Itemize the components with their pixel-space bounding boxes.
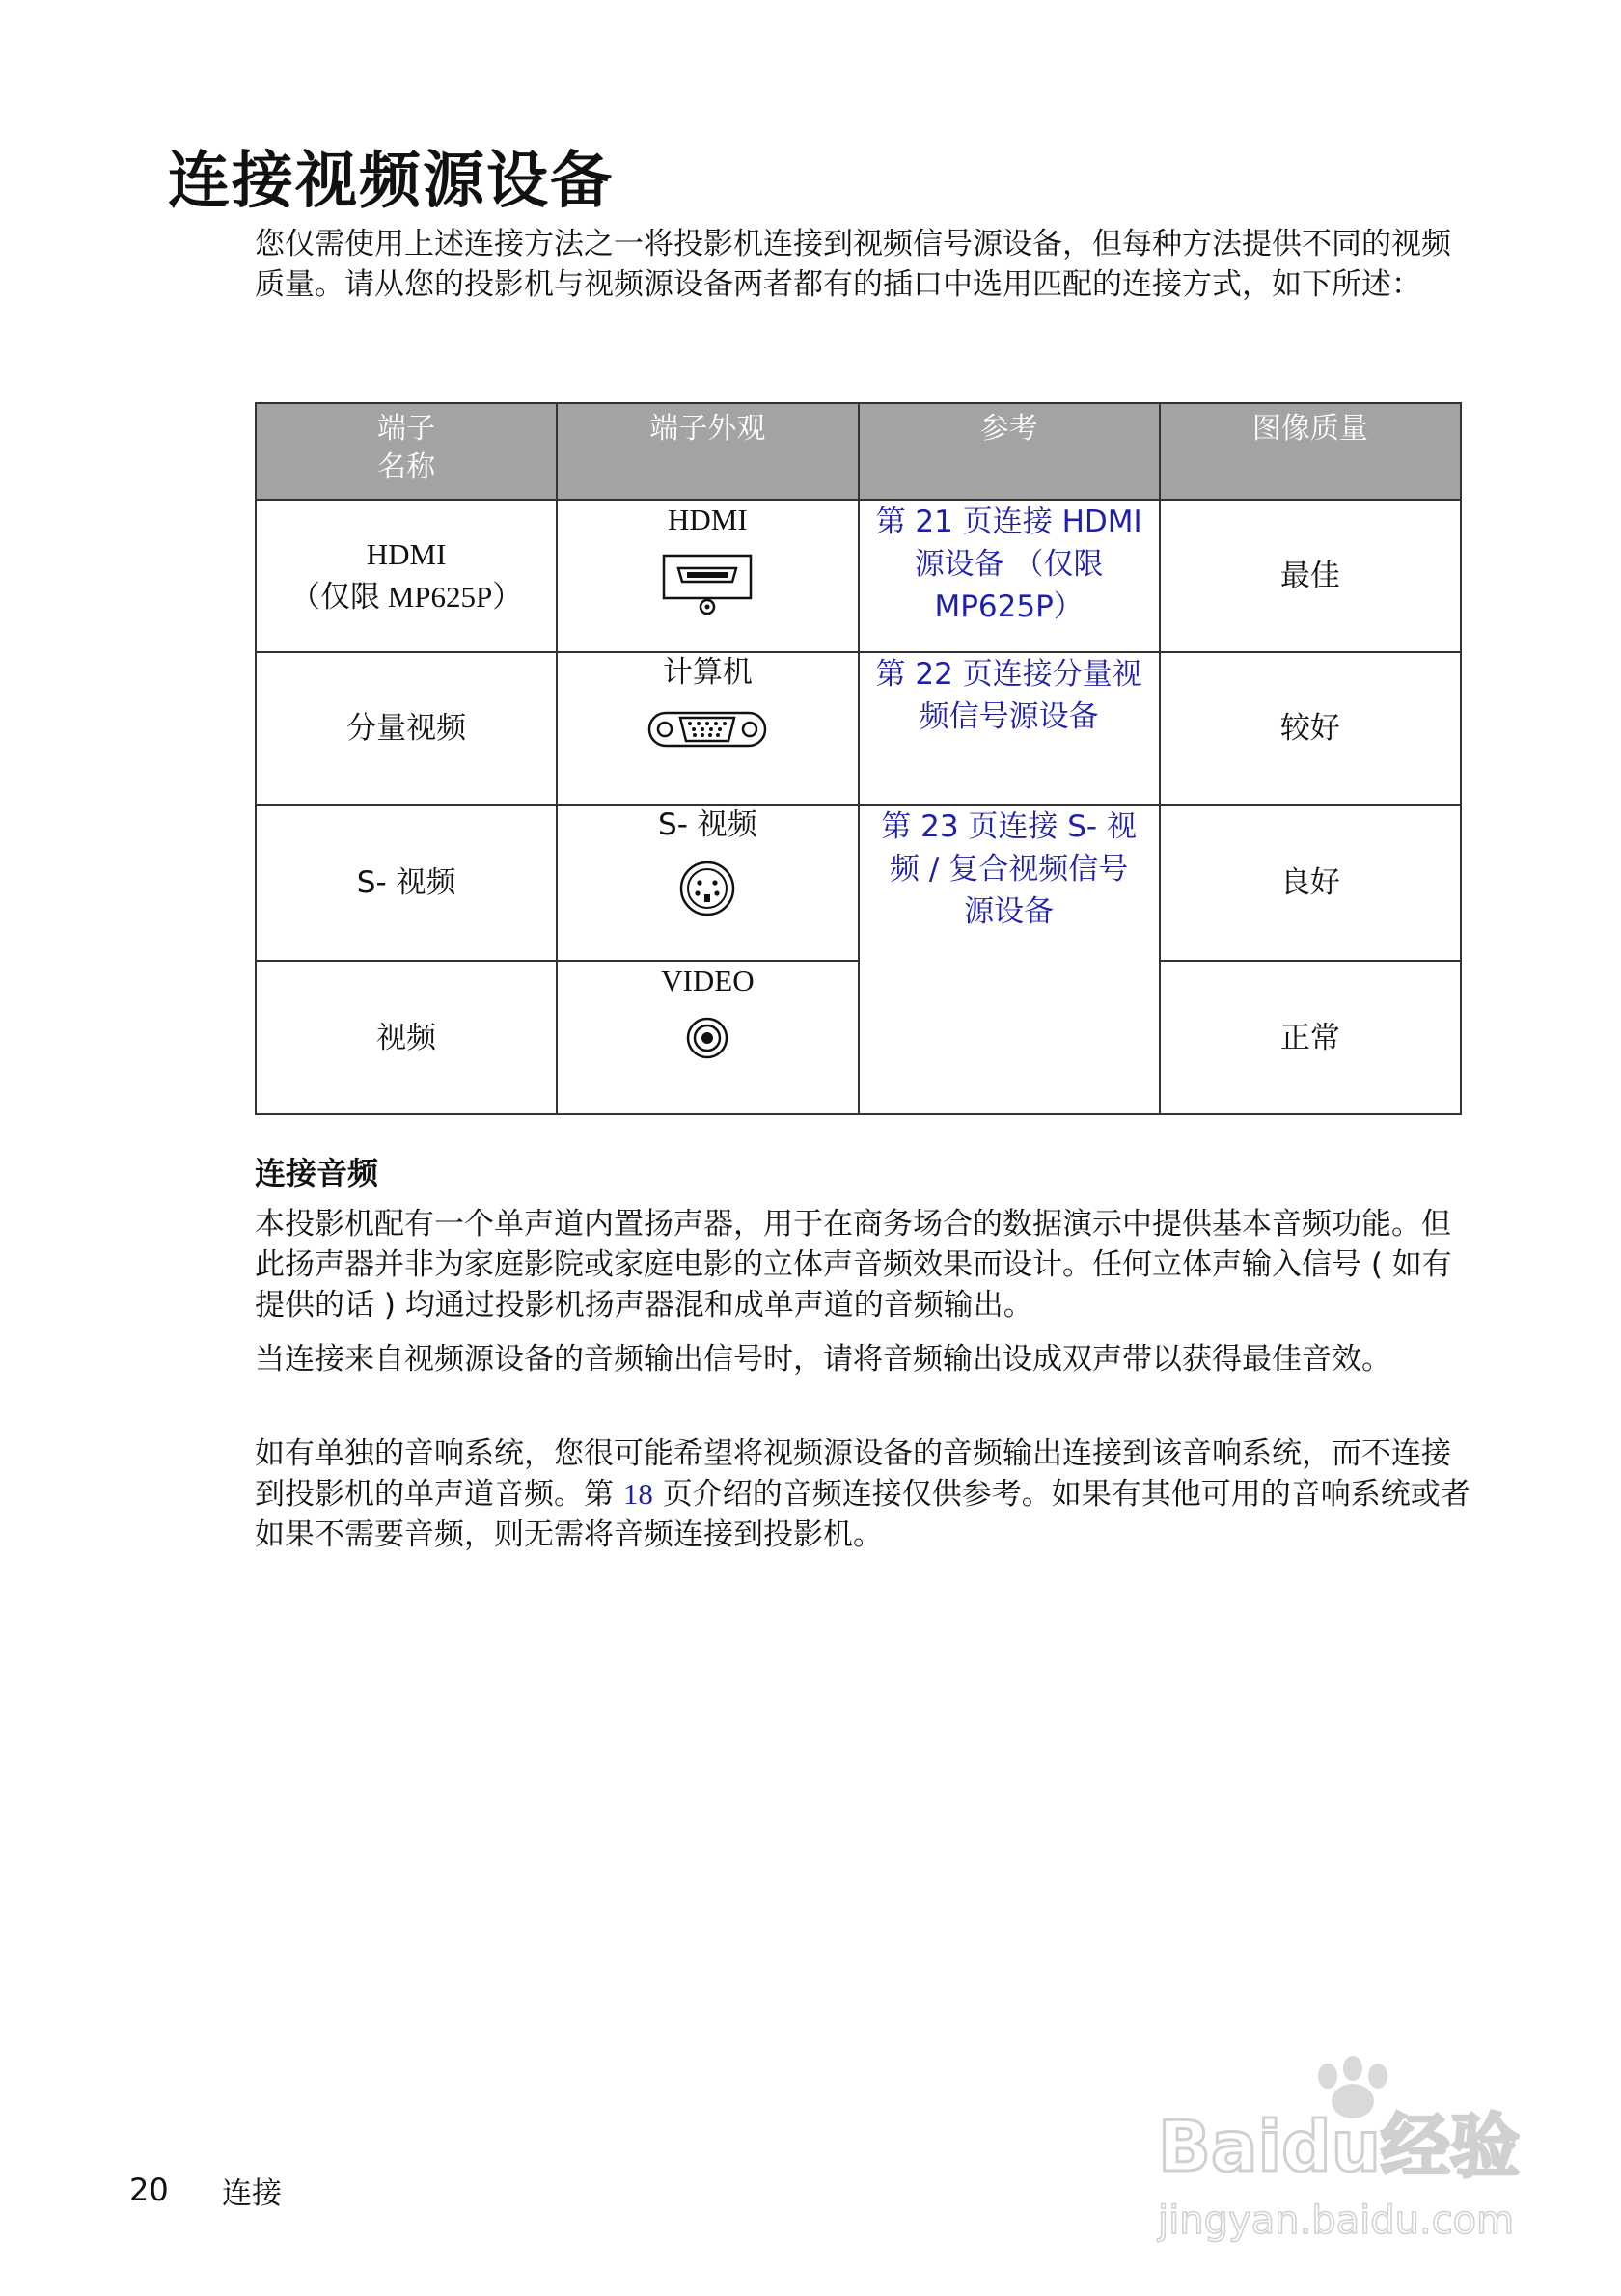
appearance-label: S- 视频: [658, 807, 757, 842]
terminal-name-cell: [256, 500, 557, 652]
appearance-label: HDMI: [668, 503, 748, 536]
page-18-link[interactable]: 18: [622, 1477, 653, 1511]
table-header-row: [256, 403, 1461, 500]
reference-link-line[interactable]: 频 / 复合视频信号: [890, 852, 1129, 887]
reference-link-line[interactable]: MP625P）: [934, 589, 1084, 624]
svideo-port-icon: [676, 858, 738, 919]
header-reference: 参考: [859, 403, 1160, 500]
audio-section-title: 连接音频: [255, 1155, 379, 1191]
intro-paragraph: 您仅需使用上述连接方法之一将投影机连接到视频信号源设备，但每种方法提供不同的视频质量。请从您的投影机与视频源设备两者都有的插口中选用匹配的连接方式，如下所述：: [255, 227, 1451, 302]
table-row: [256, 805, 1461, 961]
watermark-url-text: jingyan.baidu.com: [1158, 2199, 1515, 2243]
baidu-watermark-logo: [1148, 2055, 1553, 2248]
reference-link-line[interactable]: 第 23 页连接 S- 视: [881, 809, 1137, 844]
terminal-name-cell: [256, 961, 557, 1114]
terminal-name: 分量视频: [346, 711, 467, 746]
audio-paragraph-3-start: 如有单独的音响系统，您很可能希望将视频源设备的音频输出连接到该音响系统，而不连接到投影机的单声道音频。第: [255, 1436, 1451, 1512]
appearance-label: VIDEO: [661, 964, 755, 998]
reference-link-line[interactable]: 源设备 （仅限: [914, 547, 1104, 582]
quality-cell: 较好: [1160, 652, 1461, 805]
header-terminal-name-line1: 端子: [377, 412, 436, 446]
terminal-name: HDMI: [366, 537, 447, 571]
reference-link-line[interactable]: 第 22 页连接分量视: [875, 657, 1142, 692]
audio-paragraph-3: [255, 1434, 1470, 1555]
header-terminal-name-line2: 名称: [377, 451, 436, 484]
audio-paragraph-2: 当连接来自视频源设备的音频输出信号时，请将音频输出设成双声带以获得最佳音效。: [255, 1342, 1391, 1377]
header-appearance: 端子外观: [557, 403, 858, 500]
reference-link-line[interactable]: 频信号源设备: [919, 699, 1099, 734]
quality-cell: 正常: [1160, 961, 1461, 1114]
watermark-brand-text: Baidu经验: [1158, 2106, 1520, 2187]
rca-video-port-icon: [683, 1014, 731, 1062]
appearance-cell: [557, 500, 858, 652]
reference-cell[interactable]: [859, 500, 1160, 652]
terminal-name-cell: [256, 805, 557, 961]
audio-paragraph-3-end: 页介绍的音频连接仅供参考。如果有其他可用的音响系统或者如果不需要音频，则无需将音频连接到投影机。: [255, 1477, 1470, 1552]
terminal-name: 视频: [376, 1020, 437, 1055]
page-title: 连接视频源设备: [168, 146, 614, 217]
quality-cell: 最佳: [1160, 500, 1461, 652]
table-row: [256, 500, 1461, 652]
quality-cell: 良好: [1160, 805, 1461, 961]
connection-table: [255, 402, 1462, 1115]
table-row: [256, 652, 1461, 805]
audio-paragraph-1: 本投影机配有一个单声道内置扬声器，用于在商务场合的数据演示中提供基本音频功能。但此扬声器并非为家庭影院或家庭电影的立体声音频效果而设计。任何立体声输入信号 ( 如有提供的话 ) 均通过投影机扬声器混和成单声道的音频输出。: [255, 1207, 1452, 1323]
page-number: 20: [129, 2172, 169, 2208]
terminal-name: S- 视频: [356, 865, 456, 900]
vga-port-icon: [646, 705, 769, 753]
header-terminal-name: [256, 403, 557, 500]
appearance-cell: [557, 805, 858, 961]
reference-link-line[interactable]: 第 21 页连接 HDMI: [875, 505, 1142, 539]
appearance-cell: [557, 652, 858, 805]
terminal-name-cell: [256, 652, 557, 805]
appearance-label: 计算机: [662, 655, 753, 690]
header-quality: 图像质量: [1160, 403, 1461, 500]
reference-cell[interactable]: [859, 805, 1160, 1114]
section-name: 连接: [222, 2176, 282, 2211]
reference-cell[interactable]: [859, 652, 1160, 805]
terminal-name-note: （仅限 MP625P）: [289, 580, 523, 614]
appearance-cell: [557, 961, 858, 1114]
hdmi-port-icon: [661, 553, 754, 616]
reference-link-line[interactable]: 源设备: [964, 894, 1055, 929]
